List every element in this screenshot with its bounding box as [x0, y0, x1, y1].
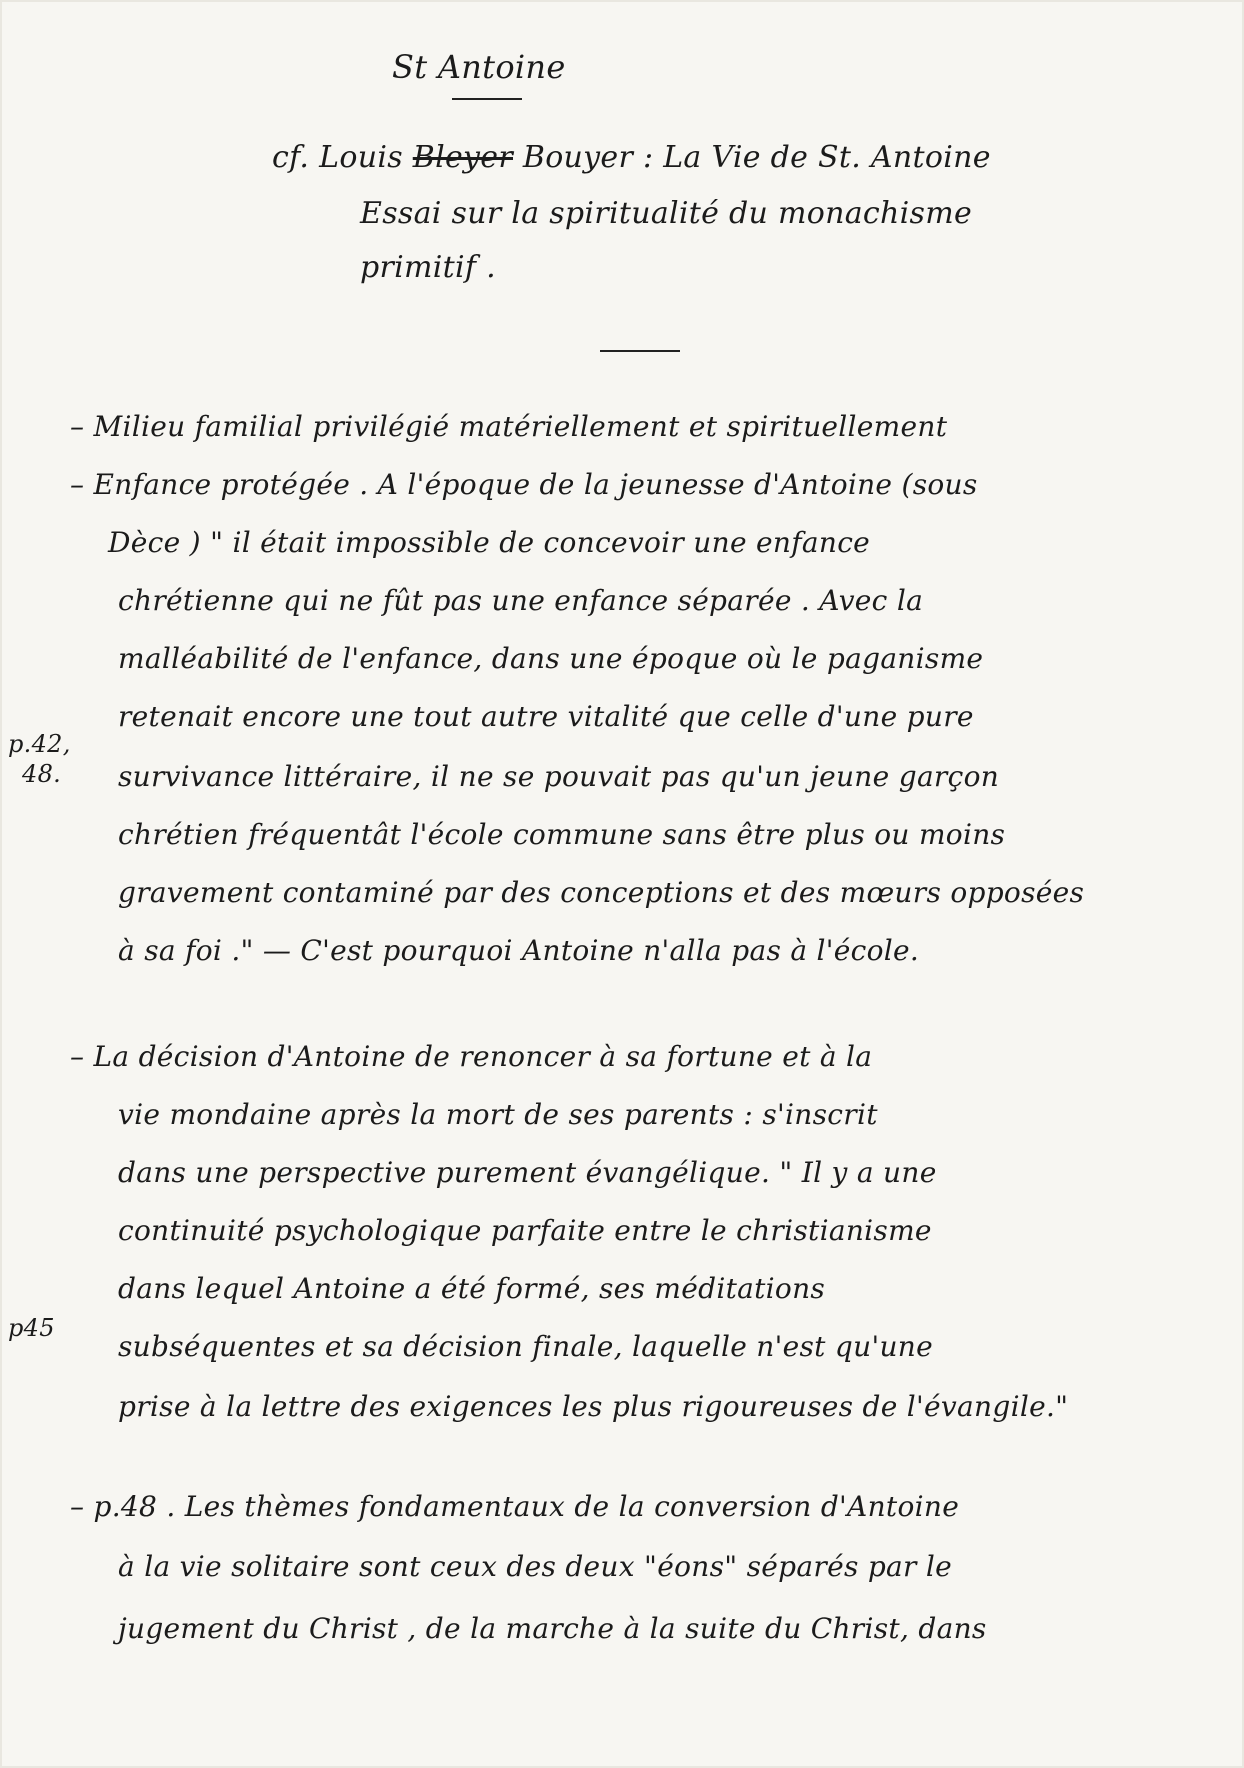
note-2-line-4: continuité psychologique parfaite entre le christianisme — [118, 1214, 932, 1247]
separator-rule — [600, 350, 680, 352]
reference-rest: Bouyer : La Vie de St. Antoine — [522, 140, 991, 175]
note-2-line-7: prise à la lettre des exigences les plus rigoureuses de l'évangile." — [118, 1390, 1069, 1423]
note-1-line-7: survivance littéraire, il ne se pouvait pas qu'un jeune garçon — [118, 760, 1000, 793]
note-1-line-3: Dèce ) " il était impossible de concevoir une enfance — [108, 526, 871, 559]
note-1-line-8: chrétien fréquentât l'école commune sans être plus ou moins — [118, 818, 1006, 851]
reference-prefix: cf. Louis — [272, 140, 403, 175]
margin-note-1b: 48. — [22, 760, 62, 788]
note-1-line-2: – Enfance protégée . A l'époque de la jeunesse d'Antoine (sous — [70, 468, 978, 501]
note-1-line-1: – Milieu familial privilégié matériellement et spirituellement — [70, 410, 948, 443]
margin-note-1a: p.42, — [8, 730, 71, 758]
note-2-line-6: subséquentes et sa décision finale, laquelle n'est qu'une — [118, 1330, 933, 1363]
note-1-line-4: chrétienne qui ne fût pas une enfance séparée . Avec la — [118, 584, 924, 617]
note-2-line-3: dans une perspective purement évangélique. " Il y a une — [118, 1156, 937, 1189]
reference-line-1 — [272, 140, 991, 175]
note-2-line-2: vie mondaine après la mort de ses parents : s'inscrit — [118, 1098, 878, 1131]
note-1-line-9: gravement contaminé par des conceptions et des mœurs opposées — [118, 876, 1085, 909]
reference-line-2: Essai sur la spiritualité du monachisme — [360, 196, 973, 231]
note-1-line-6: retenait encore une tout autre vitalité que celle d'une pure — [118, 700, 974, 733]
reference-struck-word: Bleyer — [412, 140, 513, 175]
note-1-line-10: à sa foi ." — C'est pourquoi Antoine n'alla pas à l'école. — [118, 934, 920, 967]
note-2-line-5: dans lequel Antoine a été formé, ses méditations — [118, 1272, 826, 1305]
page-title: St Antoine — [392, 48, 566, 86]
note-3-line-3: jugement du Christ , de la marche à la suite du Christ, dans — [118, 1612, 987, 1645]
margin-note-2: p45 — [8, 1314, 55, 1342]
note-1-line-5: malléabilité de l'enfance, dans une époque où le paganisme — [118, 642, 984, 675]
note-3-line-2: à la vie solitaire sont ceux des deux "éons" séparés par le — [118, 1550, 953, 1583]
title-underline — [452, 98, 522, 100]
reference-line-3: primitif . — [360, 250, 497, 285]
note-3-line-1: – p.48 . Les thèmes fondamentaux de la conversion d'Antoine — [70, 1490, 960, 1523]
note-2-line-1: – La décision d'Antoine de renoncer à sa fortune et à la — [70, 1040, 873, 1073]
